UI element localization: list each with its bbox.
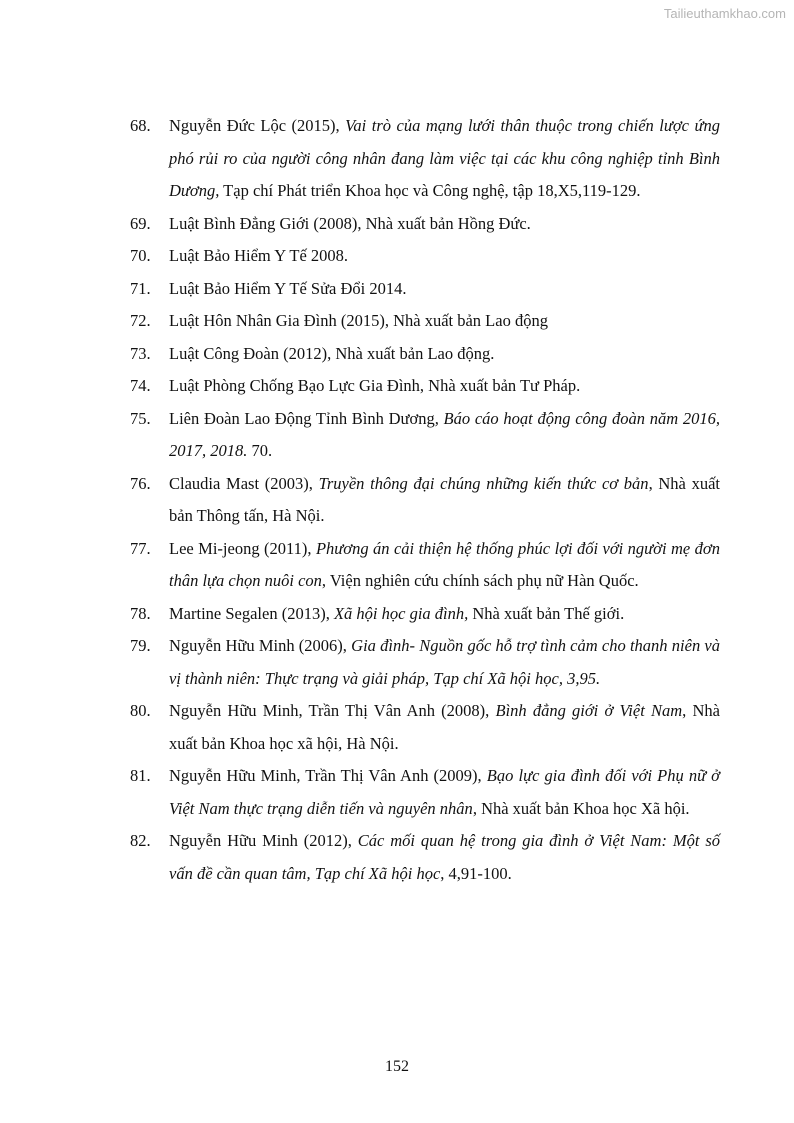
- reference-number: 77.: [130, 538, 151, 558]
- watermark: Tailieuthamkhao.com: [663, 6, 786, 21]
- reference-number: 81.: [130, 766, 151, 785]
- page-number: 152: [385, 1058, 409, 1075]
- reference-item: [130, 630, 720, 695]
- reference-item: [130, 240, 720, 273]
- reference-item: [130, 273, 720, 306]
- reference-item: [130, 338, 720, 371]
- reference-number: 72.: [130, 311, 151, 330]
- reference-text: Luật Bình Đẳng Giới (2008), Nhà xuất bản Hồng Đức.: [169, 213, 531, 233]
- reference-title: Gia đình- Nguồn gốc hỗ trợ tình cảm cho thanh niên và vị thành niên: Thực trạng và giải pháp, Tạp chí Xã hội học, 3,95.: [169, 636, 720, 688]
- reference-source: , Nhà xuất bản Khoa học xã hội, Hà Nội.: [169, 701, 720, 753]
- reference-title: Xã hội học gia đình,: [333, 603, 469, 623]
- reference-title: Phương án cải thiện hệ thống phúc lợi đối với người mẹ đơn thân lựa chọn nuôi con: [169, 538, 720, 590]
- reference-title: , Báo cáo hoạt động công đoàn năm 2016, 2017, 2018.: [169, 408, 720, 460]
- reference-text: Martine Segalen (2013),: [169, 603, 334, 623]
- reference-text: Lee Mi-jeong (2011),: [169, 538, 316, 558]
- reference-number: 70.: [130, 246, 151, 265]
- reference-number: 73.: [130, 343, 151, 363]
- reference-text: Luật Bảo Hiểm Y Tế 2008.: [169, 246, 349, 265]
- reference-title: Bình đẳng giới ở Việt Nam: [495, 701, 683, 720]
- reference-number: 71.: [130, 278, 151, 298]
- reference-number: 74.: [130, 376, 151, 395]
- reference-number: 79.: [130, 636, 151, 655]
- reference-number: 76.: [130, 473, 151, 493]
- reference-item: [130, 825, 720, 890]
- reference-source: , Nhà xuất bản Thông tấn, Hà Nội.: [169, 473, 720, 525]
- reference-item: [130, 370, 720, 403]
- reference-item: [130, 208, 720, 241]
- reference-source: 70.: [247, 441, 273, 460]
- reference-item: [130, 468, 720, 533]
- reference-title: Bạo lực gia đình đối với Phụ nữ ở Việt Nam thực trạng diễn tiến và nguyên nhân: [169, 766, 720, 818]
- reference-source: , 4,91-100.: [440, 863, 512, 883]
- reference-source: , Nhà xuất bản Khoa học Xã hội.: [472, 798, 690, 818]
- reference-item: [130, 533, 720, 598]
- reference-text: Luật Bảo Hiểm Y Tế Sửa Đổi 2014.: [169, 278, 407, 298]
- reference-item: [130, 305, 720, 338]
- reference-number: 82.: [130, 831, 151, 850]
- reference-text: Luật Phòng Chống Bạo Lực Gia Đình, Nhà xuất bản Tư Pháp.: [169, 376, 581, 395]
- reference-item: [130, 695, 720, 760]
- reference-source: , Viện nghiên cứu chính sách phụ nữ Hàn Quốc.: [321, 571, 639, 590]
- reference-number: 80.: [130, 701, 151, 720]
- reference-text: Luật Hôn Nhân Gia Đình (2015), Nhà xuất bản Lao động: [169, 311, 548, 330]
- reference-list: [130, 110, 720, 890]
- reference-source: Tạp chí Phát triển Khoa học và Công nghệ, tập 18,X5,119-129.: [219, 181, 641, 200]
- reference-number: 78.: [130, 603, 151, 623]
- reference-title: Truyền thông đại chúng những kiến thức cơ bản: [318, 473, 649, 493]
- reference-item: [130, 403, 720, 468]
- reference-text: Luật Công Đoàn (2012), Nhà xuất bản Lao động.: [169, 343, 495, 363]
- reference-text: Nguyễn Hữu Minh (2012),: [169, 831, 358, 850]
- reference-text: Nguyễn Đức Lộc (2015),: [169, 116, 346, 135]
- reference-text: Claudia Mast (2003),: [169, 473, 319, 493]
- reference-title: Vai trò của mạng lưới thân thuộc trong chiến lược ứng phó rủi ro của người công nhân đang làm việc tại các khu công nghiệp tỉnh Bình Dương,: [169, 116, 720, 200]
- reference-source: Nhà xuất bản Thế giới.: [468, 603, 625, 623]
- reference-text: Nguyễn Hữu Minh (2006),: [169, 636, 352, 655]
- reference-item: [130, 110, 720, 208]
- reference-title: Các mối quan hệ trong gia đình ở Việt Nam: Một số vấn đề cần quan tâm, Tạp chí Xã hội học: [169, 831, 720, 883]
- reference-number: 75.: [130, 408, 151, 428]
- reference-number: 69.: [130, 213, 151, 233]
- reference-item: [130, 760, 720, 825]
- reference-number: 68.: [130, 116, 151, 135]
- reference-text: Liên Đoàn Lao Động Tỉnh Bình Dương: [169, 408, 435, 428]
- reference-item: [130, 598, 720, 631]
- reference-text: Nguyễn Hữu Minh, Trần Thị Vân Anh (2008),: [169, 701, 496, 720]
- reference-text: Nguyễn Hữu Minh, Trần Thị Vân Anh (2009),: [169, 766, 487, 785]
